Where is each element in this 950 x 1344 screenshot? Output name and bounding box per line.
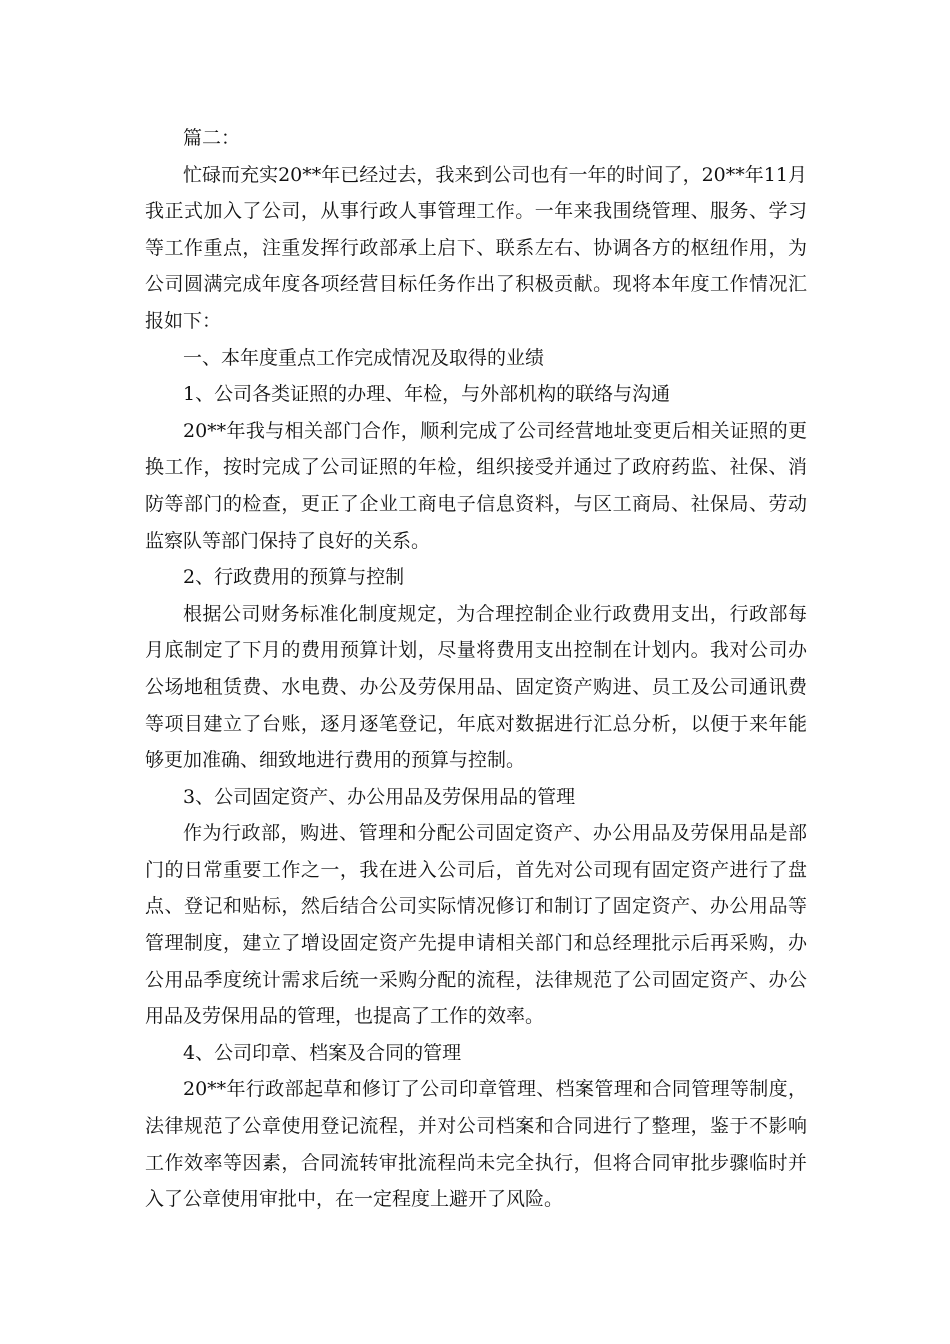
- subheading-3: 3、公司固定资产、办公用品及劳保用品的管理: [183, 785, 576, 808]
- body-paragraph-2: 根据公司财务标准化制度规定，为合理控制企业行政费用支出，行政部每月底制定了下月的费用预算计划，尽量将费用支出控制在计划内。我对公司办公场地租赁费、水电费、办公及劳保用品、固定资产购进、员工及公司通讯费等项目建立了台账，逐月逐笔登记，年底对数据进行汇总分析，以便于来年能够更加准确、细致地进行费用的预算与控制。: [145, 602, 807, 772]
- subheading-1: 1、公司各类证照的办理、年检，与外部机构的联络与沟通: [183, 383, 671, 406]
- document-body: [145, 120, 807, 1218]
- intro-paragraph: 忙碌而充实20**年已经过去，我来到公司也有一年的时间了，20**年11月我正式加入了公司，从事行政人事管理工作。一年来我围绕管理、服务、学习等工作重点，注重发挥行政部承上启下、联系左右、协调各方的枢纽作用，为公司圆满完成年度各项经营目标任务作出了积极贡献。现将本年度工作情况汇报如下：: [145, 163, 807, 332]
- section-label: 篇二：: [183, 127, 241, 149]
- subheading-4: 4、公司印章、档案及合同的管理: [183, 1041, 462, 1064]
- section-heading: 一、本年度重点工作完成情况及取得的业绩: [183, 346, 545, 369]
- body-paragraph-4: 20**年行政部起草和修订了公司印章管理、档案管理和合同管理等制度，法律规范了公章使用登记流程，并对公司档案和合同进行了整理，鉴于不影响工作效率等因素，合同流转审批流程尚未完全执行，但将合同审批步骤临时并入了公章使用审批中，在一定程度上避开了风险。: [145, 1078, 807, 1211]
- body-paragraph-3: 作为行政部，购进、管理和分配公司固定资产、办公用品及劳保用品是部门的日常重要工作之一，我在进入公司后，首先对公司现有固定资产进行了盘点、登记和贴标，然后结合公司实际情况修订和制订了固定资产、办公用品等管理制度，建立了增设固定资产先提申请相关部门和总经理批示后再采购，办公用品季度统计需求后统一采购分配的流程，法律规范了公司固定资产、办公用品及劳保用品的管理，也提高了工作的效率。: [145, 822, 807, 1028]
- subheading-2: 2、行政费用的预算与控制: [183, 566, 405, 589]
- body-paragraph-1: 20**年我与相关部门合作，顺利完成了公司经营地址变更后相关证照的更换工作，按时完成了公司证照的年检，组织接受并通过了政府药监、社保、消防等部门的检查，更正了企业工商电子信息资料，与区工商局、社保局、劳动监察队等部门保持了良好的关系。: [145, 419, 807, 552]
